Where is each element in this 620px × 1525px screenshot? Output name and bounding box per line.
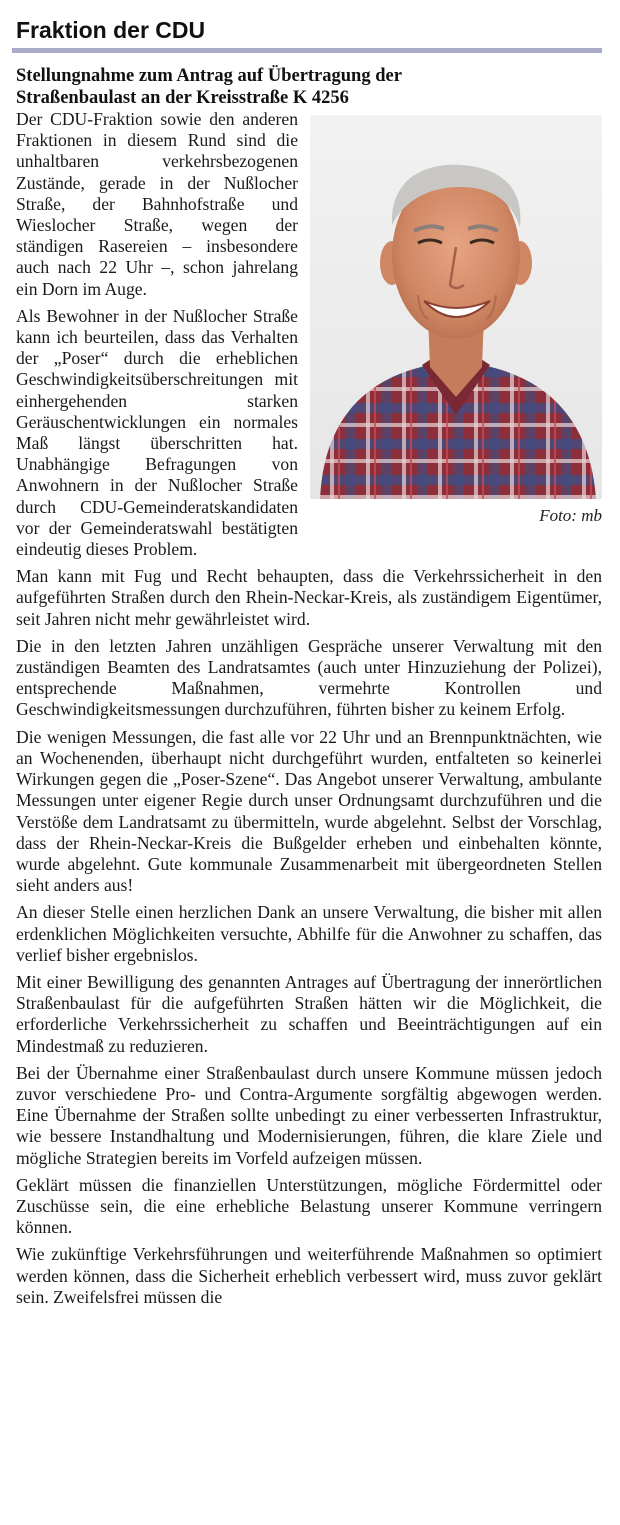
paragraph-1: Der CDU-Fraktion sowie den anderen Fraktionen in diesem Rund sind die unhaltbaren verkehrsbezogenen Zustände, gerade in der Nußlocher Straße, der Bahnhofstraße und Wieslocher Straße, wegen der ständigen Rasereien – insbesondere auch nach 22 Uhr –, schon jahrelang ein Dorn im Auge. xyxy=(16,109,298,299)
article-headline xyxy=(16,65,602,109)
paragraph-5: Die wenigen Messungen, die fast alle vor 22 Uhr und an Brennpunktnächten, wie an Wochenenden, überhaupt nicht durchgeführt wurden, entfalteten so keinerlei Wirkungen gegen die „Poser-Szene“. Das Angebot unserer Verwaltung, ambulante Messungen unter eigener Regie durch unser Ordnungsamt durchzuführen und die Verstöße dem Landratsamt zu übermitteln, wurde abgelehnt. Selbst der Vorschlag, dass der Rhein-Neckar-Kreis die Bußgelder erheben und einbehalten könnte, wurde abgelehnt. Gute kommunale Zusammenarbeit mit übergeordneten Stellen sieht anders aus! xyxy=(16,726,602,896)
paragraph-10: Wie zukünftige Verkehrsführungen und weiterführende Maßnahmen so optimiert werden können, dass die Sicherheit erheblich verbessert wird, muss zuvor geklärt sein. Zweifelsfrei müssen die xyxy=(16,1244,602,1307)
paragraph-2: Als Bewohner in der Nußlocher Straße kann ich beurteilen, dass das Verhalten der „Poser“ durch die erheblichen Geschwindigkeitsüberschreitungen mit einhergehenden starken Geräuschentwicklungen ein normales Maß längst überschritten hat. Unabhängige Befragungen von Anwohnern in der Nußlocher Straße durch CDU-Gemeinderatskandidaten vor der Gemeinderatswahl bestätigten eindeutig dieses Problem. xyxy=(16,305,298,560)
paragraph-7: Mit einer Bewilligung des genannten Antrages auf Übertragung der innerörtlichen Straßenbaulast für die aufgeführten Straßen hätten wir die Möglichkeit, die erforderliche Verkehrssicherheit zu schaffen und Beeinträchtigungen auf ein Mindestmaß zu reduzieren. xyxy=(16,971,602,1056)
section-title: Fraktion der CDU xyxy=(16,17,206,43)
photo-figure xyxy=(310,115,602,526)
paragraph-4: Die in den letzten Jahren unzähligen Gespräche unserer Verwaltung mit den zuständigen Beamten des Landratsamtes (auch unter Hinzuziehung der Polizei), entsprechende Maßnahmen, vermehrte Kontrollen und Geschwindigkeitsmessungen durchzuführen, führten bisher zu keinem Erfolg. xyxy=(16,635,602,720)
article-page xyxy=(12,14,602,1314)
paragraph-6: An dieser Stelle einen herzlichen Dank an unsere Verwaltung, die bisher mit allen erdenklichen Möglichkeiten versuchte, Abhilfe für die Anwohner zu schaffen, das verlief bisher ergebnislos. xyxy=(16,902,602,965)
paragraph-8: Bei der Übernahme einer Straßenbaulast durch unsere Kommune müssen jedoch zuvor verschiedene Pro- und Contra-Argumente sorgfältig abgewogen werden. Eine Übernahme der Straßen sollte unbedingt zu einer verbesserten Infrastruktur, wie bessere Instandhaltung und Modernisierungen, führen, die klare Ziele und mögliche Strategien bereits im Vorfeld aufzeigen müssen. xyxy=(16,1062,602,1168)
portrait-photo xyxy=(310,115,602,499)
section-divider xyxy=(12,48,602,53)
headline-line-2: Straßenbaulast an der Kreisstraße K 4256 xyxy=(16,88,349,108)
photo-caption: Foto: mb xyxy=(539,506,602,525)
paragraph-9: Geklärt müssen die finanziellen Unterstützungen, mögliche Fördermittel oder Zuschüsse sein, die eine erhebliche Belastung unserer Kommune verringern können. xyxy=(16,1174,602,1238)
paragraph-3: Man kann mit Fug und Recht behaupten, dass die Verkehrssicherheit in den aufgeführten Straßen durch den Rhein-Neckar-Kreis, als zuständigem Eigentümer, seit Jahren nicht mehr gewährleistet wird. xyxy=(16,566,602,629)
headline-line-1: Stellungnahme zum Antrag auf Übertragung der xyxy=(16,66,402,86)
article-body xyxy=(16,109,602,1308)
